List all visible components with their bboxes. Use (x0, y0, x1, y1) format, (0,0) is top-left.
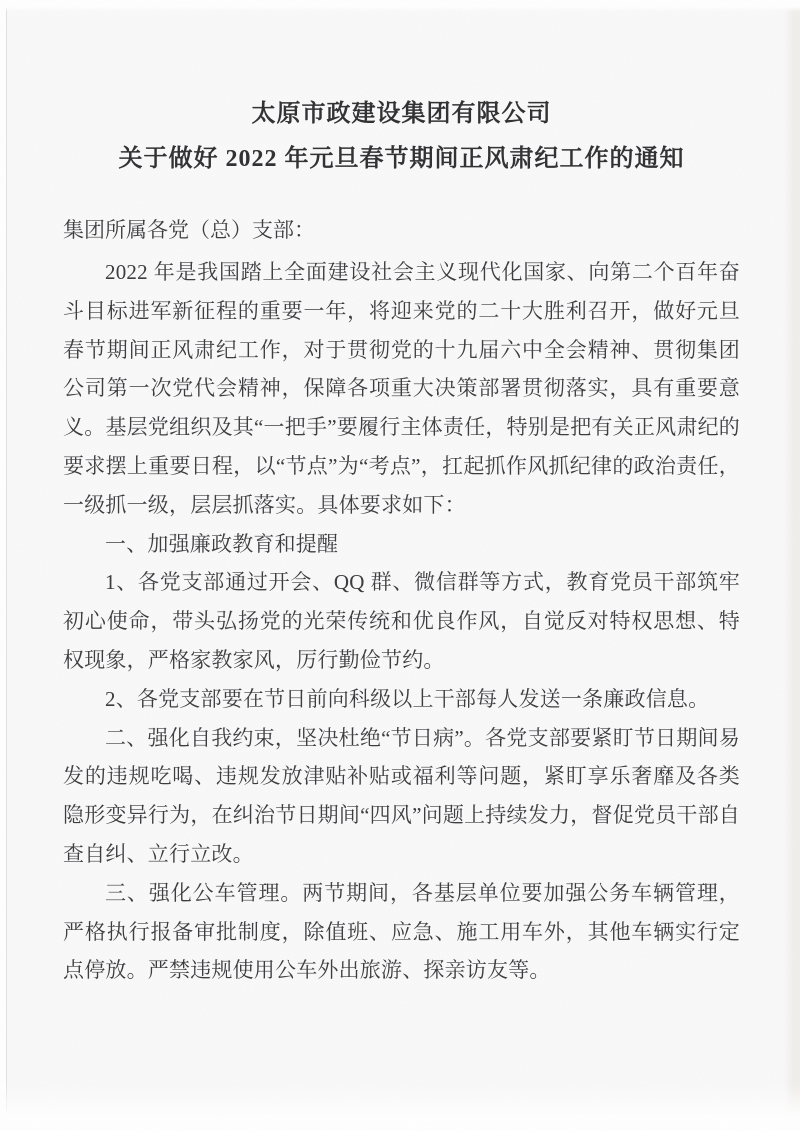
paragraph-intro: 2022 年是我国踏上全面建设社会主义现代化国家、向第二个百年奋斗目标进军新征程的重要一年，将迎来党的二十大胜利召开，做好元旦春节期间正风肃纪工作，对于贯彻党的十九届六中全会精神、贯彻集团公司第一次党代会精神，保障各项重大决策部署贯彻落实，具有重要意义。基层党组织及其“一把手”要履行主体责任，特别是把有关正风肃纪的要求摆上重要日程，以“节点”为“考点”，扛起抓作风抓纪律的政治责任，一级抓一级，层层抓落实。具体要求如下： (63, 260, 740, 517)
notice-title: 关于做好 2022 年元旦春节期间正风肃纪工作的通知 (118, 146, 685, 172)
paragraph-heading-1: 一、加强廉政教育和提醒 (105, 531, 339, 556)
scan-edge-left (0, 0, 7, 1131)
scan-edge-bottom (0, 1083, 800, 1131)
org-title: 太原市政建设集团有限公司 (251, 101, 552, 127)
scan-edge-top (0, 0, 800, 12)
paragraph-heading-2: 二、强化自我约束，坚决杜绝“节日病”。各党支部要紧盯节日期间易发的违规吃喝、违规发放津贴补贴或福利等问题，紧盯享乐奢靡及各类隐形变异行为，在纠治节日期间“四风”问题上持续发力，督促党员干部自查自纠、立行立改。 (63, 725, 740, 866)
document-body (63, 95, 740, 990)
scan-edge-right (784, 0, 800, 1131)
paragraph-item-1: 1、各党支部通过开会、QQ 群、微信群等方式，教育党员干部筑牢初心使命，带头弘扬党的光荣传统和优良作风，自觉反对特权思想、特权现象，严格家教家风，厉行勤俭节约。 (63, 570, 740, 672)
salutation: 集团所属各党（总）支部： (63, 218, 315, 242)
paragraph-item-2: 2、各党支部要在节日前向科级以上干部每人发送一条廉政信息。 (105, 686, 710, 711)
paragraph-heading-3: 三、强化公车管理。两节期间，各基层单位要加强公务车辆管理，严格执行报备审批制度，除值班、应急、施工用车外，其他车辆实行定点停放。严禁违规使用公车外出旅游、探亲访友等。 (63, 880, 740, 983)
